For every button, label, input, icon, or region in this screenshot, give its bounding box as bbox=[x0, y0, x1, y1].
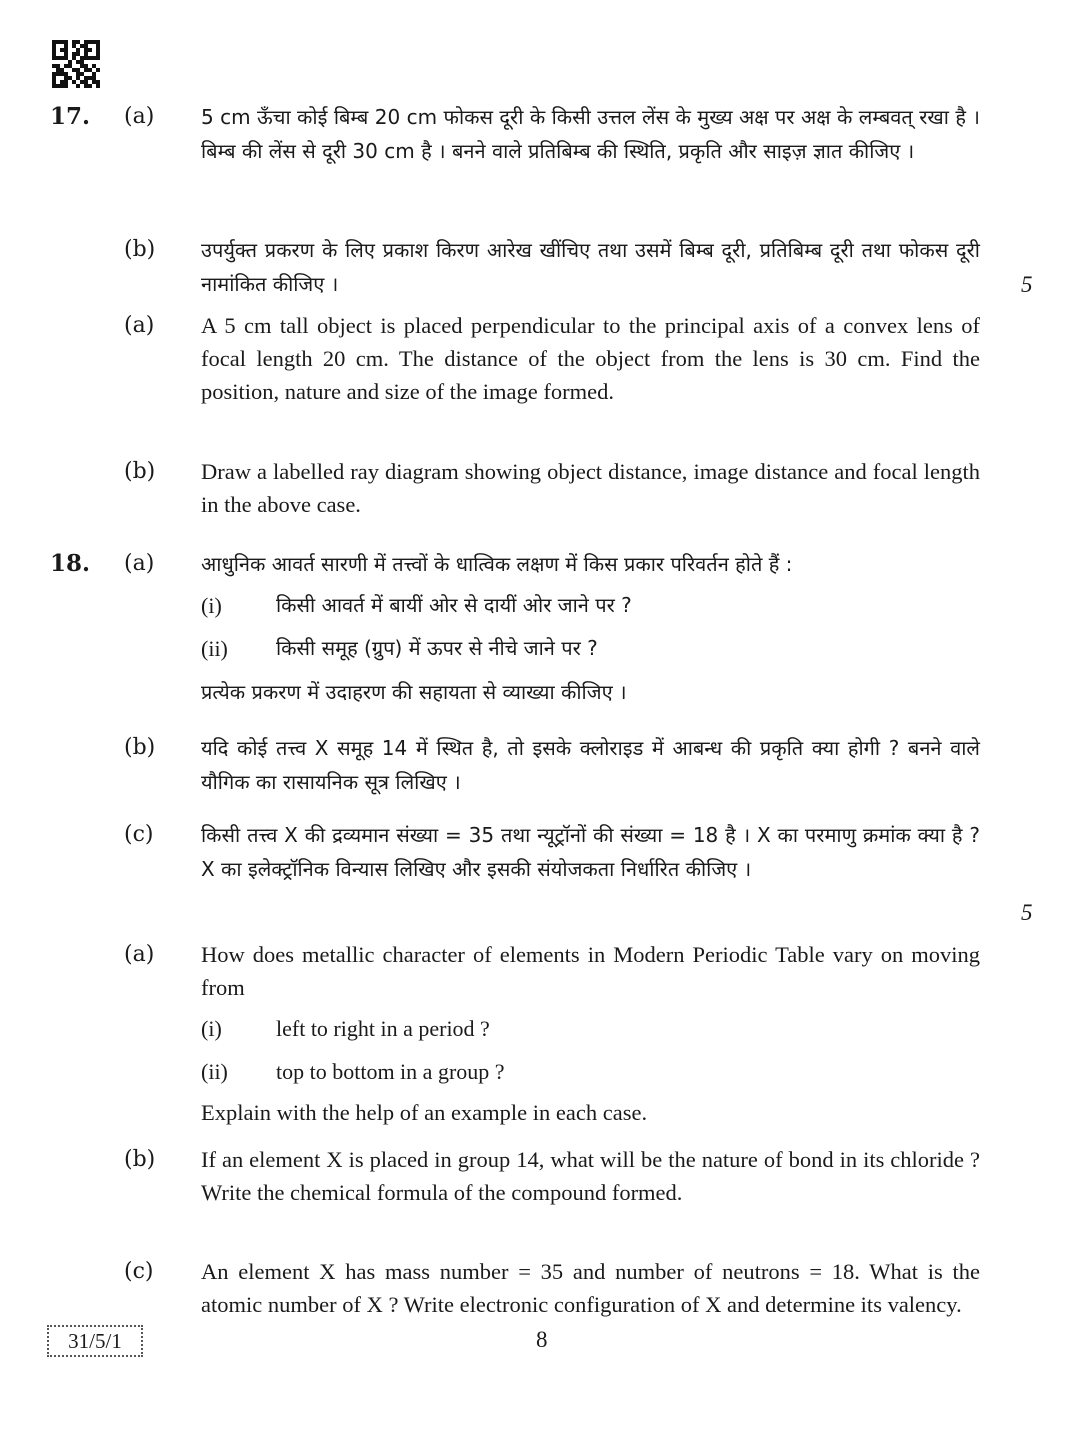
q18-hi-a-ii-label: (ii) bbox=[201, 636, 228, 661]
q17-en-b-label: (b) bbox=[124, 459, 156, 484]
q17-hi-b-text: उपर्युक्त प्रकरण के लिए प्रकाश किरण आरेख खींचिए तथा उसमें बिम्ब दूरी, प्रतिबिम्ब दूरी तथा फोकस दूरी नामांकित कीजिए । bbox=[201, 238, 980, 296]
q18-hi-a-ii-text: किसी समूह (ग्रुप) में ऊपर से नीचे जाने पर ? bbox=[276, 636, 598, 660]
qr-code bbox=[52, 40, 100, 88]
q17-hi-a-text: 5 cm ऊँचा कोई बिम्ब 20 cm फोकस दूरी के किसी उत्तल लेंस के मुख्य अक्ष पर अक्ष के लम्बवत् रखा है । बिम्ब की लेंस से दूरी 30 cm है । बनने वाले प्रतिबिम्ब की स्थिति, प्रकृति और साइज़ ज्ञात कीजिए । bbox=[201, 105, 980, 163]
q18-hi-a-i-label: (i) bbox=[201, 593, 222, 618]
q18-en-a-label: (a) bbox=[124, 942, 155, 967]
q17-hi-b-label: (b) bbox=[124, 237, 156, 262]
q18-en-a-ii-text: top to bottom in a group ? bbox=[276, 1059, 505, 1084]
q18-en-a-text: How does metallic character of elements in Modern Periodic Table vary on moving from bbox=[201, 942, 980, 1000]
q18-hi-a-label: (a) bbox=[124, 551, 155, 576]
q18-en-c-text: An element X has mass number = 35 and number of neutrons = 18. What is the atomic number of X ? Write electronic configuration of X and determine its valency. bbox=[201, 1259, 980, 1317]
q17-hi-a-label: (a) bbox=[124, 104, 155, 129]
q18-hi-b-text: यदि कोई तत्त्व X समूह 14 में स्थित है, तो इसके क्लोराइड में आबन्ध की प्रकृति क्या होगी ? बनने वाले यौगिक का रासायनिक सूत्र लिखिए । bbox=[201, 736, 980, 794]
q18-hi-a-i-text: किसी आवर्त में बायीं ओर से दायीं ओर जाने पर ? bbox=[276, 593, 632, 617]
q18-en-b-label: (b) bbox=[124, 1147, 156, 1172]
paper-code: 31/5/1 bbox=[47, 1325, 143, 1357]
q18-hi-a-explain: प्रत्येक प्रकरण में उदाहरण की सहायता से व्याख्या कीजिए । bbox=[201, 680, 627, 704]
q17-marks: 5 bbox=[1021, 272, 1033, 297]
q18-marks: 5 bbox=[1021, 900, 1033, 925]
question-number-17: 17. bbox=[50, 103, 91, 130]
q18-hi-a-text: आधुनिक आवर्त सारणी में तत्त्वों के धात्विक लक्षण में किस प्रकार परिवर्तन होते हैं : bbox=[201, 552, 793, 576]
q18-en-a-explain: Explain with the help of an example in each case. bbox=[201, 1100, 648, 1125]
q17-en-a-text: A 5 cm tall object is placed perpendicular to the principal axis of a convex lens of focal length 20 cm. The distance of the object from the lens is 30 cm. Find the position, nature and size of the image formed. bbox=[201, 313, 980, 404]
q18-hi-c-label: (c) bbox=[124, 822, 154, 847]
page-number: 8 bbox=[536, 1327, 548, 1352]
q18-en-c-label: (c) bbox=[124, 1259, 154, 1284]
q18-en-b-text: If an element X is placed in group 14, what will be the nature of bond in its chloride ? Write the chemical formula of the compound formed. bbox=[201, 1147, 980, 1205]
q18-hi-b-label: (b) bbox=[124, 735, 156, 760]
q18-hi-c-text: किसी तत्त्व X की द्रव्यमान संख्या = 35 तथा न्यूट्रॉनों की संख्या = 18 है । X का परमाणु क्रमांक क्या है ? X का इलेक्ट्रॉनिक विन्यास लिखिए और इसकी संयोजकता निर्धारित कीजिए । bbox=[201, 823, 980, 881]
q17-en-a-label: (a) bbox=[124, 313, 155, 338]
question-number-18: 18. bbox=[50, 550, 91, 577]
q18-en-a-i-text: left to right in a period ? bbox=[276, 1016, 490, 1041]
q17-en-b-text: Draw a labelled ray diagram showing object distance, image distance and focal length in the above case. bbox=[201, 459, 980, 517]
q18-en-a-ii-label: (ii) bbox=[201, 1059, 228, 1084]
q18-en-a-i-label: (i) bbox=[201, 1016, 222, 1041]
